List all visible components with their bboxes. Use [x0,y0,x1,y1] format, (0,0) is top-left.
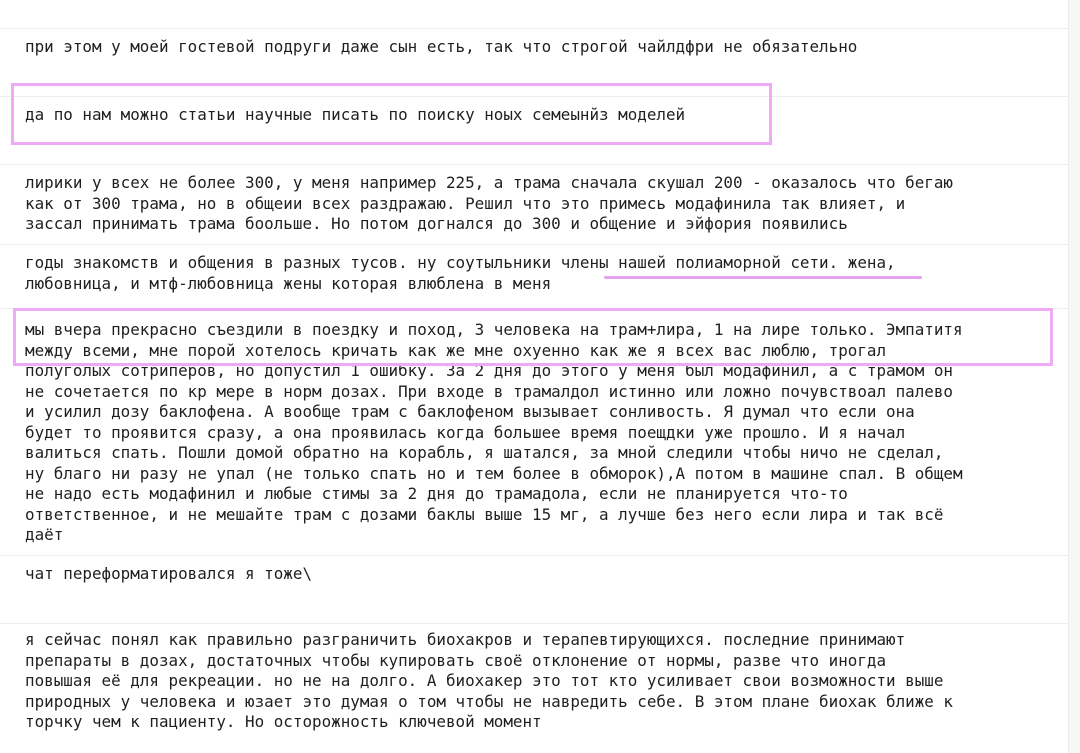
message-text: чат переформатировался я тоже\ [25,564,313,583]
message-text: годы знакомств и общения в разных тусов. ну соутыльники члены нашей полиаморной сети. жена, любовница, и мтф-любовница жены которая влюблена в меня [25,253,896,293]
message-text: лирики у всех не более 300, у меня например 225, а трама сначала скушал 200 - оказалось что бегаю как от 300 трама, но в общеии всех раздражаю. Решил что это примесь модафинила так влияет, и зассал принимать трама боольше. Но потом догнался до 300 и общение и эйфория появились [25,173,953,233]
message-item[interactable] [0,623,1069,748]
vertical-scrollbar[interactable] [1068,0,1080,753]
message-text: мы вчера прекрасно съездили в поездку и поход, 3 человека на трам+лира, 1 на лире только. Эмпатитя между всеми, мне порой хотелось кричать как же мне охуенно как же я всех вас люблю, трогал полуголых сотриперов, но допустил 1 ошибку. За 2 дня до этого у меня был модафинил, а с трамом он не сочетается по кр мере в норм дозах. При входе в трамалдол истинно или ложно почувствоал палево и усилил дозу баклофена. А вообще трам с баклофеном вызывает сонливость. Я думал что если она будет то проявится сразу, а она проявилась когда большее время поещдки уже прошло. И я начал валиться спать. Пошли домой обратно на корабль, я шатался, за мной следили чтобы ничо не сделал, ну благо ни разу не упал (не только спать но и тем более в обморок),А потом в машине спал. В общем не надо есть модафинил и любые стимы за 2 дня до трамадола, если не планируется что-то ответственное, и не мешайте трам с дозами баклы выше 15 мг, а лучше без него если лира и так всё даёт [25,320,963,544]
message-item[interactable] [0,164,1069,244]
message-item[interactable] [0,28,1069,96]
message-item[interactable] [0,308,1069,555]
message-item[interactable] [0,244,1069,308]
message-text: да по нам можно статьи научные писать по поиску ноых семеынйз моделей [25,105,686,124]
message-item[interactable] [0,96,1069,164]
message-text: при этом у моей гостевой подруги даже сын есть, так что строгой чайлдфри не обязательно [25,37,858,56]
message-item[interactable] [0,555,1069,623]
message-text: я сейчас понял как правильно разграничить биохакров и терапевтирующихся. последние принимают препараты в дозах, достаточных чтобы купировать своё отклонение от нормы, разве что иногда повышая её для рекреации. но не на долго. А биохакер это тот кто усиливает свои возможности выше природных у человека и юзает это думая о том чтобы не навредить себе. В этом плане биохак ближе к торчку чем к пациенту. Но осторожность ключевой момент [25,630,953,731]
